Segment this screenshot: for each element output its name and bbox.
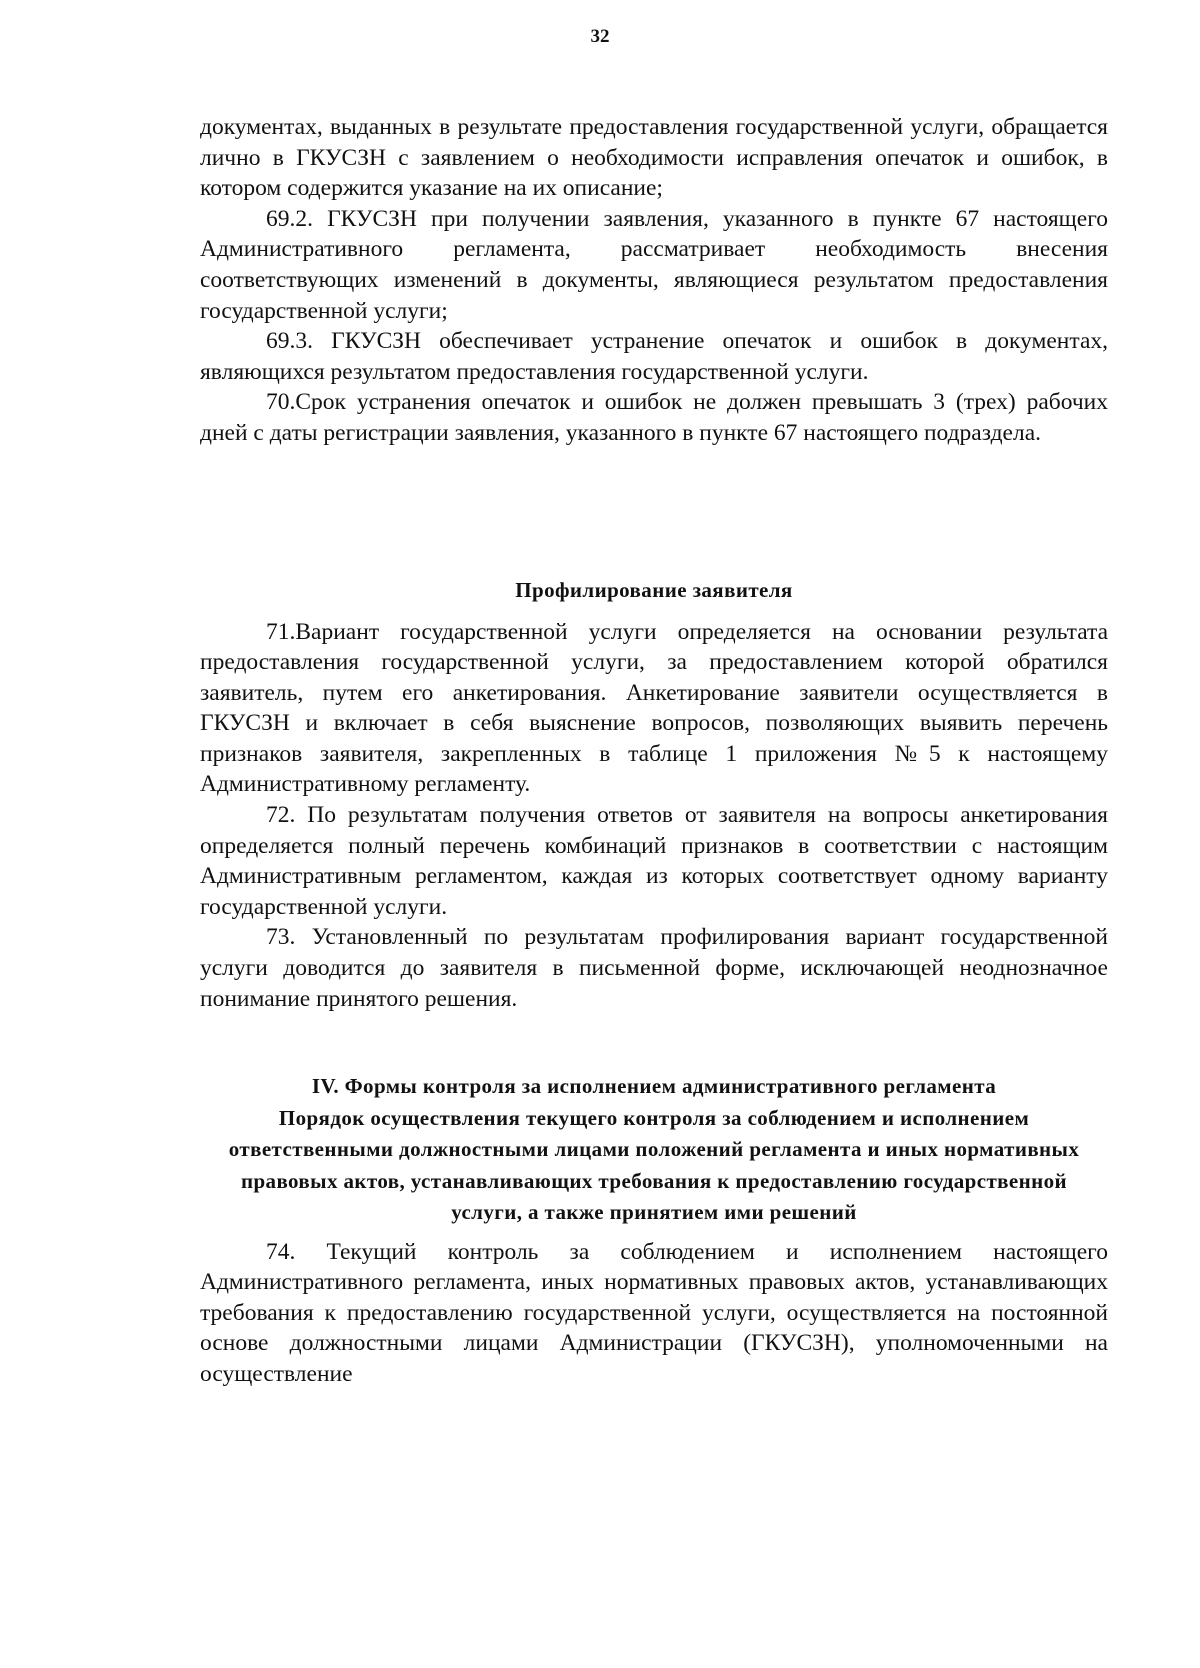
section-applicant-profiling	[200, 575, 1108, 1014]
page-number: 32	[590, 26, 610, 47]
chapter-heading-iv: IV. Формы контроля за исполнением административного регламента	[311, 1074, 997, 1098]
paragraph-72: 72. По результатам получения ответов от заявителя на вопросы анкетирования определяется полный перечень комбинаций признаков в соответствии с настоящим Административным регламентом, каждая из которых соответствует одному варианту государственной услуги.	[200, 802, 1108, 920]
paragraph-69-1-tail: документах, выданных в результате предоставления государственной услуги, обращается лично в ГКУСЗН с заявлением о необходимости исправления опечаток и ошибок, в котором содержится указание на их описание;	[200, 114, 1108, 202]
section-heading-profiling: Профилирование заявителя	[515, 578, 793, 602]
paragraph-73: 73. Установленный по результатам профилирования вариант государственной услуги доводится до заявителя в письменной форме, исключающей неоднозначное понимание принятого решения.	[200, 924, 1108, 1012]
text-block-corrections	[200, 112, 1108, 449]
paragraph-71: 71.Вариант государственной услуги определяется на основании результата предоставления государственной услуги, за предоставлением которой обратился заявитель, путем его анкетирования. Анкетирование заявители осуществляется в ГКУСЗН и включает в себя выяснение вопросов, позволяющих выявить перечень признаков заявителя, закрепленных в таблице 1 приложения №5 к настоящему Административному регламенту.	[200, 618, 1108, 798]
paragraph-74: 74. Текущий контроль за соблюдением и исполнением настоящего Административного регламента, иных нормативных правовых актов, устанавливающих требования к предоставлению государственной услуги, осуществляется на постоянной основе должностными лицами Администрации (ГКУСЗН), уполномоченными на осуществление	[200, 1238, 1108, 1387]
section-control-forms	[200, 1071, 1108, 1389]
subsection-heading-current-control: Порядок осуществления текущего контроля за соблюдением и исполнением ответственными должностными лицами положений регламента и иных нормативных правовых актов, устанавливающих требования к предоставлению государственной услуги, а также принятием ими решений	[228, 1105, 1080, 1224]
paragraph-69-3: 69.3. ГКУСЗН обеспечивает устранение опечаток и ошибок в документах, являющихся результатом предоставления государственной услуги.	[200, 328, 1108, 385]
paragraph-69-2: 69.2. ГКУСЗН при получении заявления, указанного в пункте 67 настоящего Административного регламента, рассматривает необходимость внесения соответствующих изменений в документы, являющиеся результатом предоставления государственной услуги;	[200, 205, 1108, 324]
paragraph-70: 70.Срок устранения опечаток и ошибок не должен превышать 3 (трех) рабочих дней с даты регистрации заявления, указанного в пункте 67 настоящего подраздела.	[200, 389, 1108, 446]
